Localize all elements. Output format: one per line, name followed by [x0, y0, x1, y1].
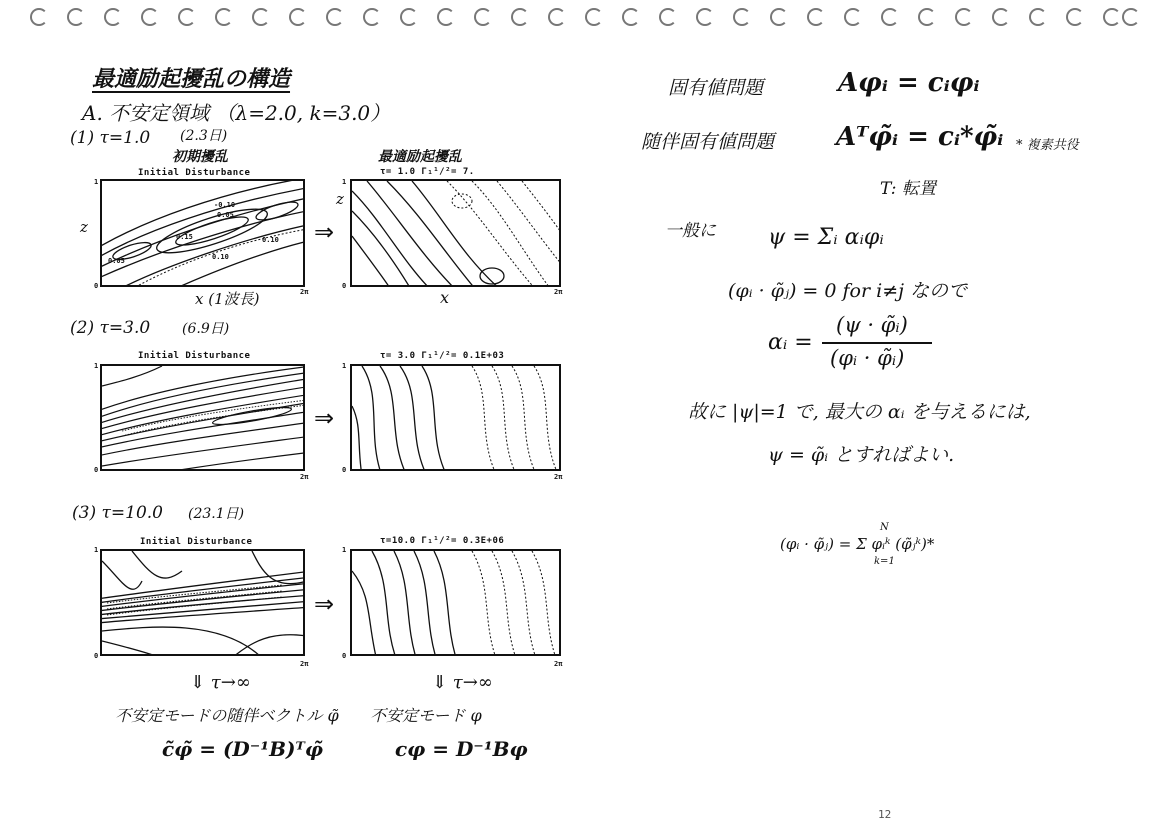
binding-hole [1122, 8, 1140, 26]
contour-lines [102, 181, 305, 287]
binding-hole [252, 8, 270, 26]
binding-hole [992, 8, 1010, 26]
tick-label: 0 [94, 466, 99, 474]
contour-value-label: 0.10 [212, 253, 229, 261]
contour-lines [102, 366, 305, 471]
tick-label: 1 [94, 362, 99, 370]
eigenvalue-problem-label: 固有値問題 [668, 77, 764, 99]
contour-value-label: 0.05 [108, 257, 125, 265]
binding-hole [30, 8, 48, 26]
binding-hole [1066, 8, 1084, 26]
binding-hole [955, 8, 973, 26]
z-axis-label: z [80, 218, 88, 236]
choice-text: ψ = φ̃ᵢ とすればよい. [768, 444, 955, 466]
z-axis-label: z [336, 190, 344, 208]
column-heading-optimal: 最適励起擾乱 [378, 149, 462, 165]
contour-lines [102, 551, 305, 656]
orthogonality-condition: (φᵢ · φ̃ⱼ) = 0 for i≠j なので [728, 280, 968, 302]
contour-lines [352, 181, 561, 287]
binding-hole [733, 8, 751, 26]
contour-plot-optimal-2 [350, 364, 561, 471]
panel-title: Initial Disturbance [138, 168, 251, 178]
contour-plot-initial-3 [100, 549, 305, 656]
tick-label: 0 [342, 652, 347, 660]
tick-label: 2π [300, 288, 309, 296]
tick-label: 0 [94, 652, 99, 660]
tick-label: 1 [342, 362, 347, 370]
tick-label: 2π [554, 660, 563, 668]
tick-label: 2π [554, 288, 563, 296]
sum-lower-limit: k=1 [874, 556, 895, 567]
binding-hole [141, 8, 159, 26]
binding-hole [67, 8, 85, 26]
adjoint-equation: Aᵀφ̃ᵢ = cᵢ*φ̃ᵢ [836, 122, 1004, 152]
x-axis-label: x [440, 288, 450, 307]
general-label: 一般に [665, 221, 716, 241]
binding-hole [585, 8, 603, 26]
alpha-denominator: (φᵢ · φ̃ᵢ) [830, 346, 905, 370]
panel-title: τ= 3.0 Γ₁¹/²= 0.1E+03 [380, 351, 505, 361]
binding-hole [548, 8, 566, 26]
contour-plot-optimal-1 [350, 179, 561, 287]
binding-hole [1029, 8, 1047, 26]
eigenvalue-equation: Aφᵢ = cᵢφᵢ [838, 68, 980, 98]
adjoint-mode-caption: 不安定モードの随伴ベクトル φ̃ [115, 706, 339, 725]
adjoint-formula: c̃φ̃ = (D⁻¹B)ᵀφ̃ [162, 737, 323, 761]
contour-plot-optimal-3 [350, 549, 561, 656]
complex-conjugate-note: * 複素共役 [1016, 138, 1079, 153]
tick-label: 0 [94, 282, 99, 290]
case-3-days: (23.1日) [188, 506, 245, 522]
fraction-bar [822, 342, 932, 344]
binding-hole [289, 8, 307, 26]
binding-hole [104, 8, 122, 26]
inner-product-definition: (φᵢ · φ̃ⱼ) = Σ φᵢᵏ (φ̃ⱼᵏ)* [780, 535, 935, 553]
conclusion-text: 故に |ψ|=1 で, 最大の αᵢ を与えるには, [688, 401, 1031, 423]
binding-hole [511, 8, 529, 26]
contour-plot-initial-1 [100, 179, 305, 287]
section-heading: A. 不安定領域 （λ=2.0, k=3.0） [82, 101, 391, 125]
column-heading-initial: 初期擾乱 [172, 149, 228, 165]
binding-hole [844, 8, 862, 26]
contour-value-label: 0.15 [176, 233, 193, 241]
case-1-label: (1) τ=1.0 [70, 128, 151, 148]
mode-formula: cφ = D⁻¹Bφ [395, 737, 528, 761]
limit-arrow-2: ⇓ τ→∞ [432, 672, 493, 693]
tick-label: 1 [342, 546, 347, 554]
tick-label: 1 [342, 178, 347, 186]
binding-hole [437, 8, 455, 26]
right-arrow: ⇒ [314, 590, 335, 618]
tick-label: 2π [300, 660, 309, 668]
binding-hole [696, 8, 714, 26]
binding-hole [215, 8, 233, 26]
adjoint-problem-label: 随伴固有値問題 [641, 131, 775, 153]
binding-hole [326, 8, 344, 26]
tick-label: 0 [342, 282, 347, 290]
binding-hole [1103, 8, 1121, 26]
panel-title: Initial Disturbance [140, 537, 253, 547]
binding-hole [918, 8, 936, 26]
contour-value-label: 0.10 [262, 236, 279, 244]
binding-hole [178, 8, 196, 26]
binding-hole [474, 8, 492, 26]
case-1-days: (2.3日) [180, 128, 228, 144]
alpha-lhs: αᵢ = [768, 330, 813, 355]
binding-hole [881, 8, 899, 26]
case-3-label: (3) τ=10.0 [72, 503, 163, 523]
case-2-label: (2) τ=3.0 [70, 318, 151, 338]
page-number: 12 [878, 808, 892, 821]
right-arrow: ⇒ [314, 218, 335, 246]
page-title: 最適励起擾乱の構造 [92, 66, 291, 92]
tick-label: 1 [94, 178, 99, 186]
contour-value-label: -0.10 [214, 201, 236, 209]
binding-hole [659, 8, 677, 26]
contour-value-label: 0.05 [217, 211, 234, 219]
tick-label: 2π [554, 473, 563, 481]
tick-label: 1 [94, 546, 99, 554]
right-arrow: ⇒ [314, 404, 335, 432]
x-axis-note: x (1波長) [195, 290, 260, 308]
binding-hole [770, 8, 788, 26]
panel-title: τ= 1.0 Γ₁¹/²= 7. [380, 167, 475, 177]
unstable-mode-caption: 不安定モード φ [370, 706, 482, 725]
tick-label: 0 [342, 466, 347, 474]
limit-arrow-1: ⇓ τ→∞ [190, 672, 251, 693]
binding-holes [30, 8, 1140, 30]
alpha-numerator: (ψ · φ̃ᵢ) [836, 313, 908, 337]
contour-lines [352, 551, 561, 656]
panel-title: Initial Disturbance [138, 351, 251, 361]
case-2-days: (6.9日) [182, 321, 230, 337]
contour-plot-initial-2 [100, 364, 305, 471]
binding-hole [807, 8, 825, 26]
transpose-note: T: 転置 [880, 179, 936, 199]
panel-title: τ=10.0 Γ₁¹/²= 0.3E+06 [380, 536, 505, 546]
binding-hole [400, 8, 418, 26]
expansion-equation: ψ = Σᵢ αᵢφᵢ [768, 225, 884, 250]
contour-lines [352, 366, 561, 471]
binding-hole [363, 8, 381, 26]
sum-upper-limit: N [880, 522, 889, 533]
binding-hole [622, 8, 640, 26]
tick-label: 2π [300, 473, 309, 481]
